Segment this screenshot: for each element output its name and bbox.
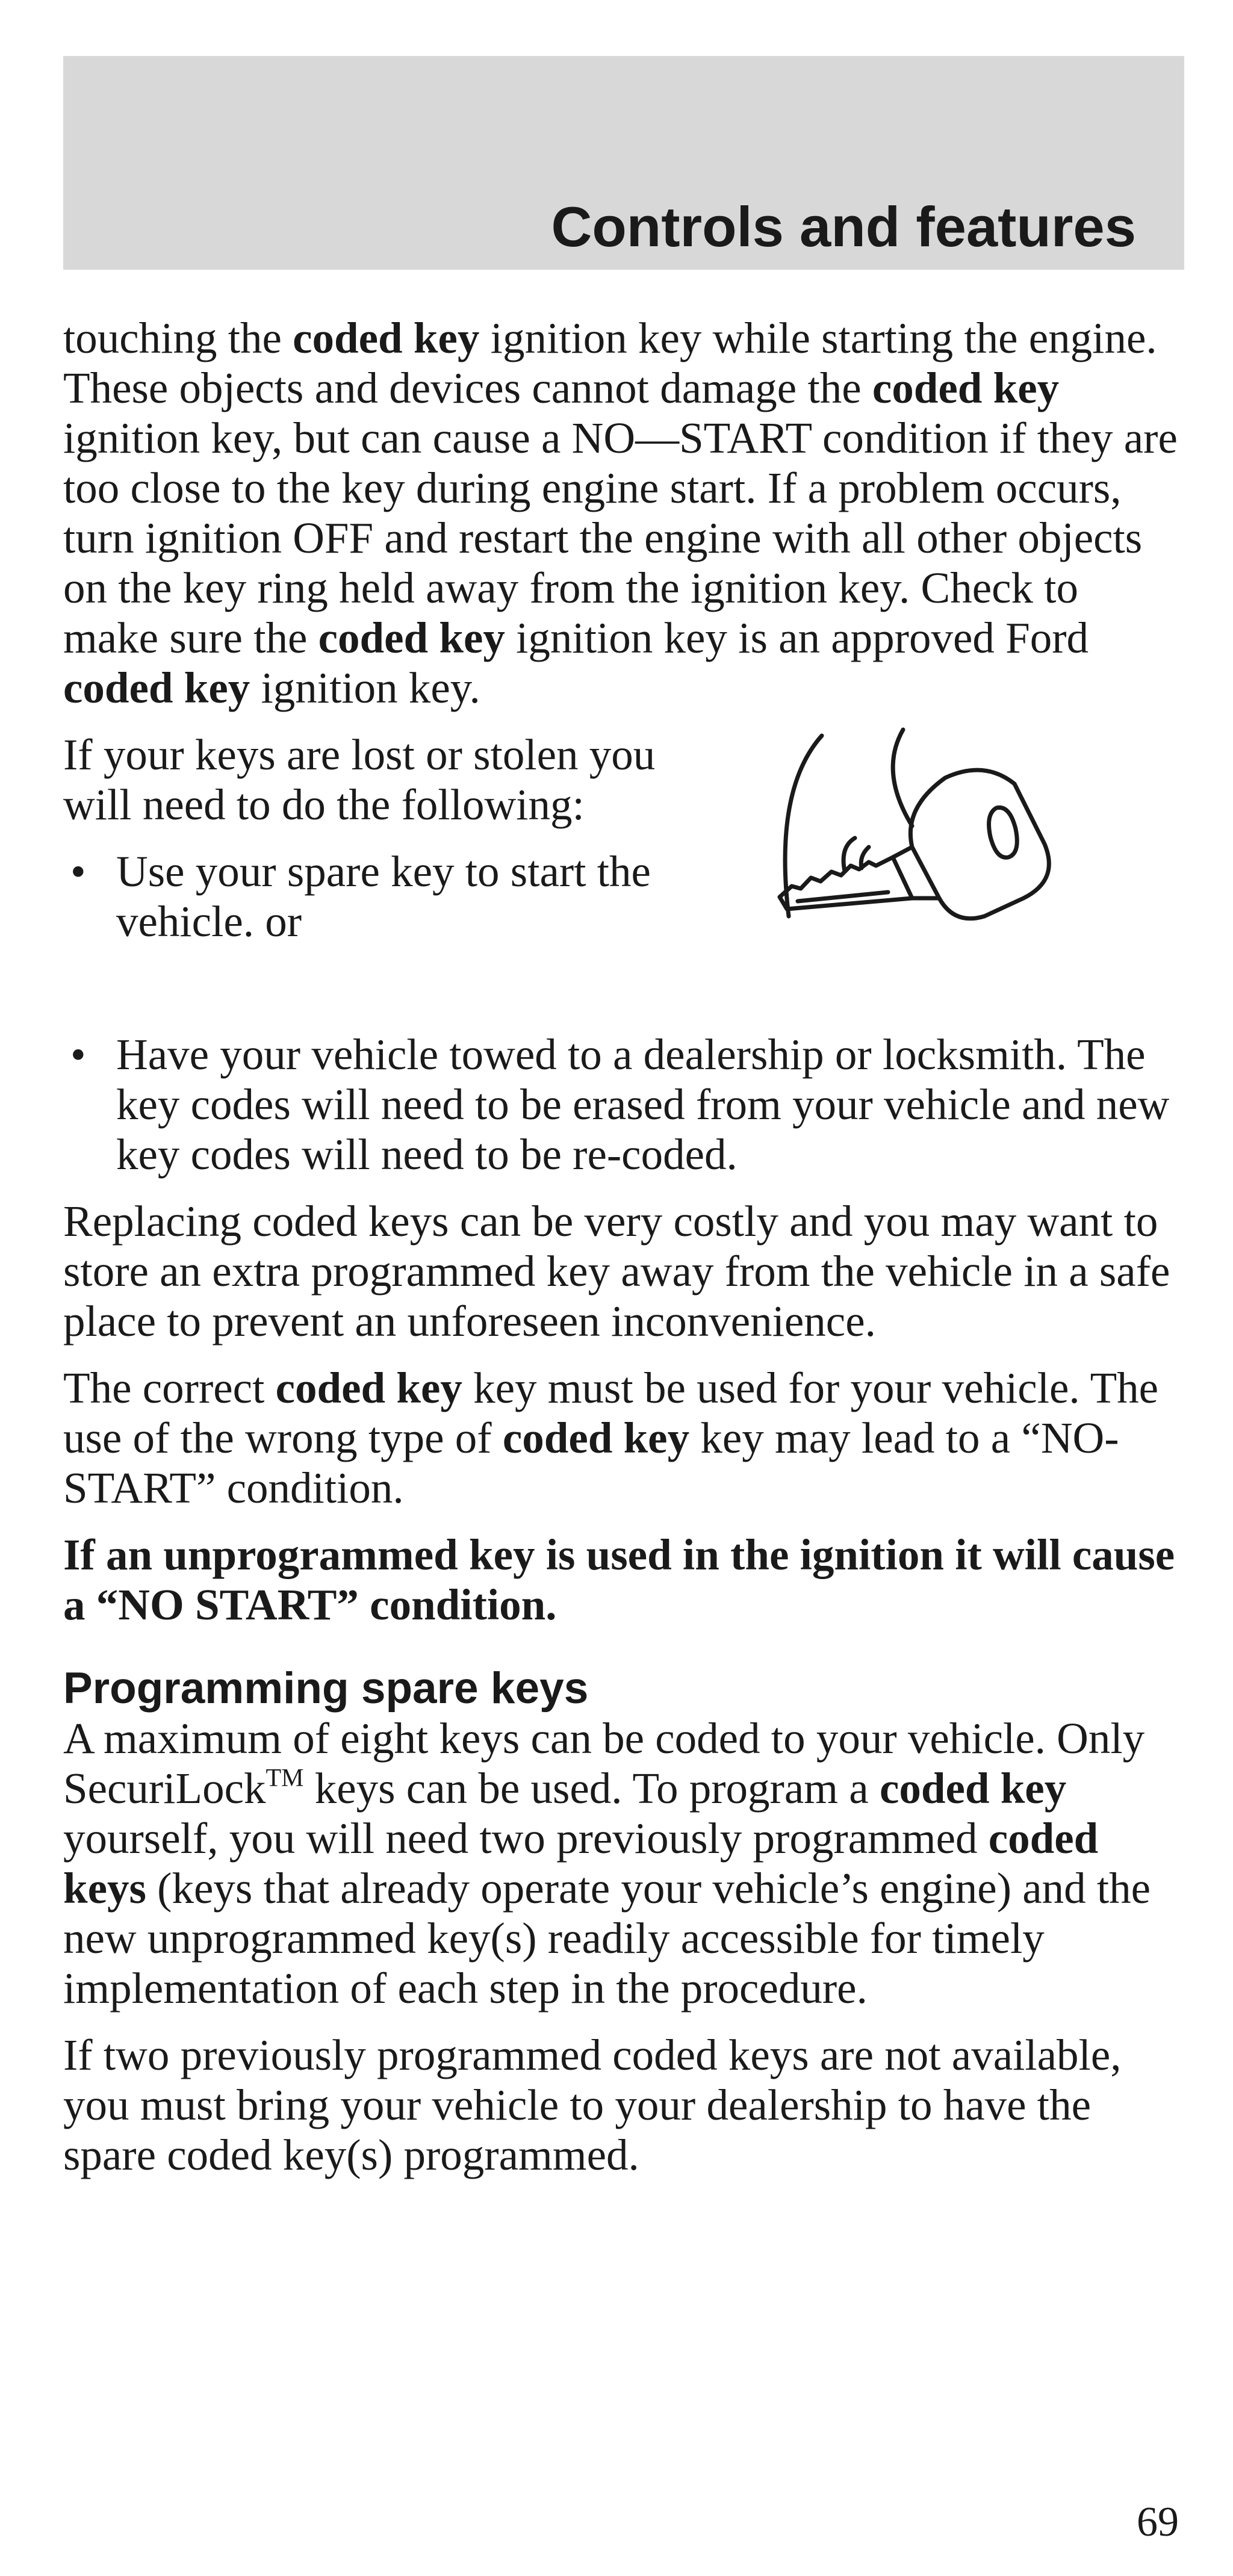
paragraph-replacing-keys: Replacing coded keys can be very costly and you may want to store an extra programmed key away from the vehicle in a safe place to prevent an unforeseen inconvenience. <box>63 1197 1170 1345</box>
text-run: ignition key, but can cause a NO—START condition if they are too close to the key during engine start. If a problem occurs, turn ignition OFF and restart the engine with all other objects on the key ring held away from the ignition key. Check to make sure the <box>63 414 1178 662</box>
list-item <box>63 1029 1184 1179</box>
section-heading-programming: Programming spare keys <box>63 1664 589 1713</box>
paragraph-programming <box>63 1713 1184 2013</box>
bold-term: coded key <box>318 613 505 662</box>
lost-keys-section <box>63 730 1184 1013</box>
text-run: ignition key is an approved Ford <box>505 613 1089 662</box>
text-run: ignition key while starting the engine. These objects and devices cannot damage the <box>63 314 1157 412</box>
text-run: yourself, you will need two previously programmed <box>63 1814 989 1863</box>
text-run: The correct <box>63 1364 276 1412</box>
warning-paragraph <box>63 1530 1184 1630</box>
text-run: key may lead to a “NO-START” condition. <box>63 1414 1119 1512</box>
key-in-ignition-icon <box>731 718 1117 1013</box>
bold-term: coded key <box>872 364 1060 412</box>
lost-keys-intro: If your keys are lost or stolen you will need to do the following: <box>63 730 656 829</box>
paragraph-coded-key-interference <box>63 313 1184 713</box>
bullet-icon: • <box>70 1030 86 1079</box>
page-number: 69 <box>1137 2499 1179 2545</box>
trademark-mark: TM <box>266 1764 304 1792</box>
paragraph-correct-key <box>63 1363 1184 1513</box>
list-item-text: Use your spare key to start the vehicle. or <box>116 847 651 946</box>
text-run: A maximum of eight keys can be coded to your vehicle. Only SecuriLock <box>63 1714 1145 1813</box>
text-run: (keys that already operate your vehicle’s engine) and the new unprogrammed key(s) readily accessible for timely implementation of each step in the procedure. <box>63 1864 1151 2013</box>
bold-term: coded key <box>275 1364 462 1412</box>
list-item-text: Have your vehicle towed to a dealership or locksmith. The key codes will need to be erased from your vehicle and new key codes will need to be re-coded. <box>116 1030 1170 1179</box>
bold-term: coded key <box>502 1414 690 1462</box>
bullet-icon: • <box>70 847 86 896</box>
bold-term: coded key <box>63 663 250 712</box>
list-item <box>63 846 689 946</box>
bold-term: coded keys <box>63 1814 1099 1913</box>
text-run: touching the <box>63 314 293 362</box>
section-title: Controls and features <box>551 195 1136 258</box>
text-run: keys can be used. To program a <box>303 1764 880 1813</box>
page-content <box>63 313 1184 2180</box>
text-run: key must be used for your vehicle. The use of the wrong type of <box>63 1364 1159 1462</box>
bold-term: coded key <box>879 1764 1067 1813</box>
lost-keys-list-bottom <box>63 1029 1184 1179</box>
bold-term: coded key <box>293 314 480 362</box>
warning-text: If an unprogrammed key is used in the ignition it will cause a “NO START” condition. <box>63 1530 1175 1629</box>
page-header <box>63 56 1184 270</box>
paragraph-dealership: If two previously programmed coded keys are not available, you must bring your vehicle to your dealership to have the spare coded key(s) programmed. <box>63 2031 1122 2179</box>
lost-keys-text <box>63 730 689 946</box>
lost-keys-list-top <box>63 846 689 946</box>
text-run: ignition key. <box>250 663 480 712</box>
